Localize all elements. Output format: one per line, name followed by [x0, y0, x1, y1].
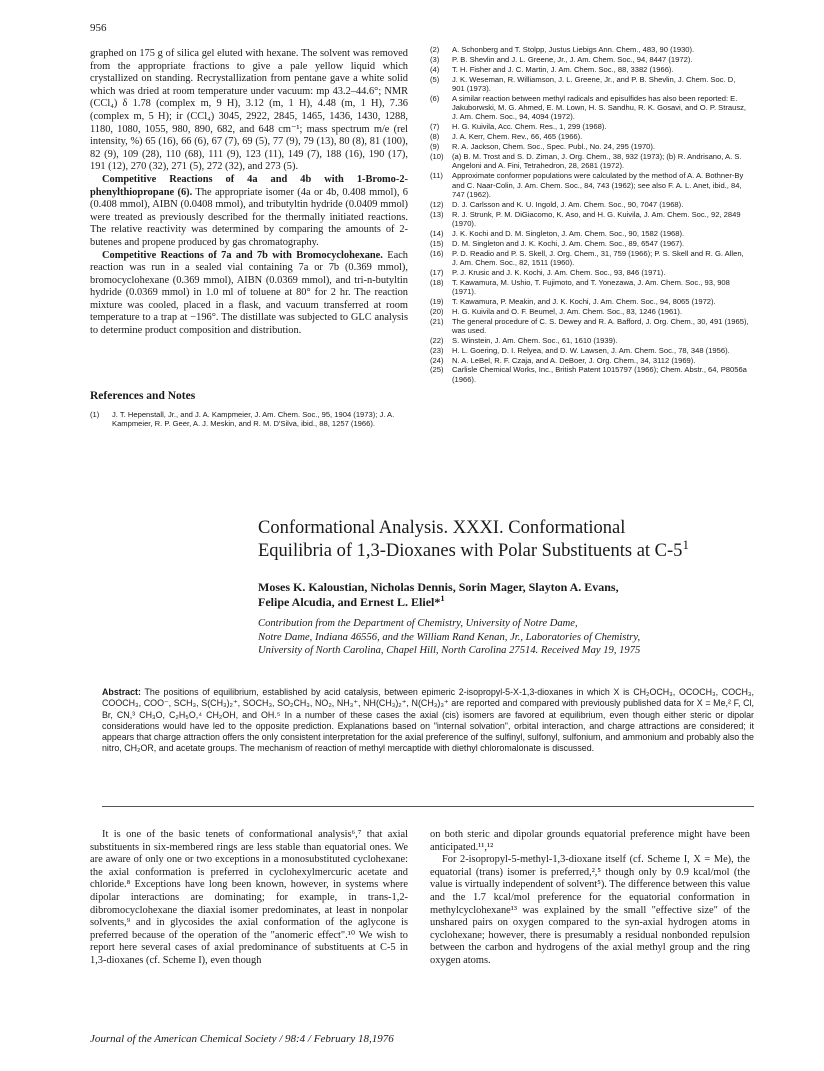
author-list	[258, 580, 738, 610]
reference-item	[430, 239, 750, 248]
reference-text: T. H. Fisher and J. C. Martin, J. Am. Chem. Soc., 88, 3382 (1966).	[452, 64, 674, 74]
reference-item	[430, 152, 750, 171]
reference-text: D. M. Singleton and J. K. Kochi, J. Am. Chem. Soc., 89, 6547 (1967).	[452, 238, 685, 248]
title-line: Conformational Analysis. XXXI. Conformational	[258, 518, 626, 538]
reference-number: (14)	[430, 228, 444, 238]
reference-item	[430, 171, 750, 199]
reference-number: (4)	[430, 64, 440, 74]
references-list-right	[430, 45, 750, 385]
reference-number: (24)	[430, 355, 444, 365]
author-footnote-marker: 1	[440, 594, 445, 603]
reference-item	[430, 356, 750, 365]
paragraph-text: Each reaction was run in a sealed vial containing 7a or 7b (0.369 mmol), bromocyclohexane (0.369 mmol), AIBN (0.0369 mmol), and tri-n-butyltin hydride (0.0369 mmol) in 1.0 ml of toluene at 80° for 2 hr. The reaction mixture was cooled, placed in a flask, and vacuum transferred at room temperature to a trap at −196°. The distillate was subjected to GLC analysis to determine product composition and distribution.	[90, 249, 408, 337]
reference-text: T. Kawamura, M. Ushio, T. Fujimoto, and T. Yonezawa, J. Am. Chem. Soc., 93, 908 (1971).	[452, 277, 730, 296]
reference-text: J. T. Hepenstall, Jr., and J. A. Kampmeier, J. Am. Chem. Soc., 95, 1904 (1973); J. A. Kampmeier, R. P. Geer, A. J. Meskin, and R. M. D'Silva, ibid., 88, 1257 (1966).	[112, 410, 395, 429]
experimental-paragraph	[90, 250, 408, 338]
reference-number: (3)	[430, 54, 440, 64]
body-paragraph: It is one of the basic tenets of conformational analysis⁶,⁷ that axial substituents in six-membered rings are less stable than equatorial ones. We are aware of only one or two exceptions in a monosubstituted cyclohexane: the axial conformation is preferred in cyclohexylmercuric acetate and chloride.⁸ Exceptions have long been known, however, in systems where dipolar interactions are dominating; for example, in trans-1,2-dibromocyclohexane the diaxial isomer predominates, at least in nonpolar solvents,⁹ and in glycosides the axial conformation of the aglycone is preferred because of the operation of the "anomeric effect".¹⁰ We wish to report here several cases of axial predominance of substituents at C-5 in 1,3-dioxanes (cf. Scheme I), even though	[90, 829, 408, 966]
title-footnote-marker: 1	[682, 536, 689, 552]
body-paragraph: For 2-isopropyl-5-methyl-1,3-dioxane itself (cf. Scheme I, X = Me), the equatorial (trans) isomer is preferred,²,⁵ though only by 0.9 kcal/mol (the value is virtually independent of solvent⁵). The difference between this value and the 1.7 kcal/mol preference for the equatorial conformation in methylcyclohexane¹³ was explained by the small "effective size" of the unshared pairs on oxygen compared to the syn-axial hydrogen atoms in cyclohexane; however, there is presumably a residual nonbonded repulsion between the carbon and hydrogens of the axial methyl group and the ring oxygen atoms.	[430, 854, 750, 966]
reference-number: (1)	[90, 410, 100, 419]
reference-number: (20)	[430, 306, 444, 316]
reference-text: N. A. LeBel, R. F. Czaja, and A. DeBoer, J. Org. Chem., 34, 3112 (1969).	[452, 355, 696, 365]
reference-item	[430, 307, 750, 316]
reference-number: (7)	[430, 122, 440, 132]
reference-item	[430, 249, 750, 268]
reference-text: R. A. Jackson, Chem. Soc., Spec. Publ., No. 24, 295 (1970).	[452, 142, 656, 152]
reference-text: R. J. Strunk, P. M. DiGiacomo, K. Aso, and H. G. Kuivila, J. Am. Chem. Soc., 92, 2849 (1970).	[452, 209, 741, 228]
reference-item	[430, 132, 750, 141]
reference-number: (2)	[430, 45, 440, 54]
authors-line: Moses K. Kaloustian, Nicholas Dennis, Sorin Mager, Slayton A. Evans,	[258, 580, 619, 594]
reference-item	[430, 268, 750, 277]
reference-text: A. Schonberg and T. Stolpp, Justus Liebigs Ann. Chem., 483, 90 (1930).	[452, 45, 695, 54]
reference-number: (10)	[430, 152, 444, 162]
reference-text: P. B. Shevlin and J. L. Greene, Jr., J. Am. Chem. Soc., 94, 8447 (1972).	[452, 54, 693, 64]
reference-text: The general procedure of C. S. Dewey and R. A. Bafford, J. Org. Chem., 30, 491 (1965), was used.	[452, 316, 749, 335]
reference-number: (18)	[430, 277, 444, 287]
reference-text: J. K. Weseman, R. Williamson, J. L. Greene, Jr., and P. B. Shevlin, J. Chem. Soc. D, 901 (1973).	[452, 74, 736, 93]
reference-number: (12)	[430, 199, 444, 209]
reference-item	[430, 210, 750, 229]
paragraph-subheading: Competitive Reactions of 4a and 4b with 1-Bromo-2-phenylthiopropane (6).	[90, 173, 408, 198]
reference-number: (19)	[430, 296, 444, 306]
reference-item	[430, 278, 750, 297]
paragraph-text: The appropriate isomer (4a or 4b, 0.408 mmol), 6 (0.408 mmol), AIBN (0.0408 mmol), and tributyltin hydride (0.0409 mmol) were treated as previously described for the thermally initiated reactions. The relative reactivity was determined by comparing the amounts of 2-butenes and propene produced by gas chromatography.	[90, 186, 408, 248]
reference-text: S. Winstein, J. Am. Chem. Soc., 61, 1610 (1939).	[452, 335, 618, 345]
reference-item	[90, 410, 408, 429]
reference-item	[430, 365, 750, 384]
reference-text: Carlisle Chemical Works, Inc., British Patent 1015797 (1966); Chem. Abstr., 64, P8056a (1966).	[452, 365, 747, 384]
affiliation-line: Contribution from the Department of Chemistry, University of Notre Dame,	[258, 618, 578, 629]
reference-number: (25)	[430, 365, 444, 375]
reference-item	[430, 317, 750, 336]
reference-item	[430, 94, 750, 122]
affiliation-line: Notre Dame, Indiana 46556, and the William Rand Kenan, Jr., Laboratories of Chemistry,	[258, 631, 641, 643]
reference-item	[430, 45, 750, 54]
reference-number: (17)	[430, 267, 444, 277]
reference-item	[430, 229, 750, 238]
reference-item	[430, 297, 750, 306]
reference-number: (5)	[430, 74, 440, 84]
reference-number: (9)	[430, 142, 440, 152]
abstract-label: Abstract:	[102, 687, 141, 697]
authors-line: Felipe Alcudia, and Ernest L. Eliel*	[258, 595, 441, 609]
reference-text: A similar reaction between methyl radicals and episulfides has also been reported: E. Jakuborwski, M. G. Ahmed, E. M. Lown, H. S. Sandhu, R. K. Gosavi, and O. P. Strausz, J. Am. Chem. Soc., 94, 4094 (1972).	[452, 93, 747, 122]
reference-number: (8)	[430, 132, 440, 142]
reference-number: (11)	[430, 171, 443, 181]
reference-text: J. K. Kochi and D. M. Singleton, J. Am. Chem. Soc., 90, 1582 (1968).	[452, 228, 685, 238]
abstract-divider	[102, 806, 754, 807]
reference-item	[430, 55, 750, 64]
reference-text: P. J. Krusic and J. K. Kochi, J. Am. Chem. Soc., 93, 846 (1971).	[452, 267, 666, 277]
reference-text: H. G. Kuivila, Acc. Chem. Res., 1, 299 (1968).	[452, 122, 607, 132]
reference-text: J. A. Kerr, Chem. Rev., 66, 465 (1966).	[452, 132, 583, 142]
experimental-paragraph	[90, 174, 408, 250]
reference-text: P. D. Readio and P. S. Skell, J. Org. Chem., 31, 759 (1966); P. S. Skell and R. G. Allen, J. Am. Chem. Soc., 82, 1511 (1960).	[452, 248, 744, 267]
body-column-left	[90, 829, 408, 968]
reference-item	[430, 122, 750, 131]
experimental-section	[90, 48, 408, 338]
reference-text: H. G. Kuivila and O. F. Beumel, J. Am. Chem. Soc., 83, 1246 (1961).	[452, 306, 683, 316]
reference-number: (16)	[430, 248, 444, 258]
reference-number: (22)	[430, 335, 444, 345]
affiliation-line: University of North Carolina, Chapel Hill, North Carolina 27514. Received May 19, 1975	[258, 645, 641, 656]
affiliation	[258, 617, 758, 658]
reference-item	[430, 346, 750, 355]
paragraph-subheading: Competitive Reactions of 7a and 7b with Bromocyclohexane.	[102, 249, 383, 261]
body-paragraph: on both steric and dipolar grounds equatorial preference might have been anticipated.¹¹,¹²	[430, 829, 750, 853]
reference-item	[430, 75, 750, 94]
reference-number: (21)	[430, 316, 444, 326]
title-line: Equilibria of 1,3-Dioxanes with Polar Substituents at C-5	[258, 541, 683, 561]
reference-text: H. L. Goering, D. I. Relyea, and D. W. Lawsen, J. Am. Chem. Soc., 78, 348 (1956).	[452, 345, 730, 355]
reference-text: Approximate conformer populations were calculated by the method of A. A. Bothner-By and C. Naar-Colin, J. Am. Chem. Soc., 84, 743 (1962); see also F. A. L. Anet, ibid., 84, 747 (1962).	[452, 171, 744, 199]
reference-item	[430, 200, 750, 209]
experimental-paragraph: graphed on 175 g of silica gel eluted with hexane. The solvent was removed from the appropriate fractions to give a pale yellow liquid which crystallized on standing. Recrystallization from pentane gave a white solid which was dried at room temperature under vacuum: mp 43.2–44.6°; NMR (CCl₄) δ 1.78 (complex m, 9 H), 3.12 (m, 1 H), 4.48 (m, 1 H), 7.36 (complex m, 5 H); ir (CCl₄) 3045, 2922, 2845, 1465, 1436, 1430, 1288, 1180, 1080, 1055, 980, 890, 682, and 648 cm⁻¹; mass spectrum m/e (rel intensity, %) 65 (16), 66 (6), 67 (7), 69 (5), 77 (9), 79 (13), 80 (8), 81 (100), 82 (9), 109 (28), 110 (68), 111 (9), 123 (11), 149 (7), 188 (16), 190 (17), 191 (12), 270 (32), 271 (5), 272 (32), and 273 (5).	[90, 48, 408, 173]
journal-footer: Journal of the American Chemical Society / 98:4 / February 18,1976	[90, 1033, 394, 1045]
reference-text: T. Kawamura, P. Meakin, and J. K. Kochi, J. Am. Chem. Soc., 94, 8065 (1972).	[452, 296, 716, 306]
reference-number: (15)	[430, 238, 444, 248]
reference-number: (6)	[430, 93, 440, 103]
body-column-right	[430, 829, 750, 968]
reference-text: (a) B. M. Trost and S. D. Ziman, J. Org. Chem., 38, 932 (1973); (b) R. Andrisano, A. S. Angeloni and A. Fini, Tetrahedron, 28, 2681 (1972).	[452, 152, 742, 171]
reference-number: (23)	[430, 345, 444, 355]
page-number: 956	[90, 22, 107, 34]
reference-number: (13)	[430, 209, 444, 219]
references-heading: References and Notes	[90, 390, 196, 402]
references-list-left	[90, 410, 408, 429]
abstract	[102, 687, 754, 755]
reference-item	[430, 142, 750, 151]
article-title	[258, 517, 738, 563]
abstract-text: The positions of equilibrium, established by acid catalysis, between epimeric 2-isopropyl-5-X-1,3-dioxanes in which X is CH₂OCH₃, OCOCH₃, COCH₃, COOCH₃, COO⁻, SCH₃, S(CH₃)₂⁺, SOCH₃, SO₂CH₃, NO₂, NH₃⁺, NH(CH₃)₂⁺, N(CH₃)₃⁺ are reported and compared with previously published data for X = Me,² F, Cl, Br, CN,³ CH₃O, C₂H₅O,⁴ CH₂OH, and OH.⁵ In a number of these cases the axial (cis) isomers are favored at equilibrium, even though either steric or dipolar considerations would have led to the opposite prediction. Explanations based on "internal solvation", orbital interaction, and charge attractions are considered; it appears that charge attraction offers the only consistent interpretation for the axial preference of the sulfinyl, sulfonyl, sulfonium, and ammonium and probably also the nitro, CH₂OR, and acetate groups. The mechanism of reaction of methyl mercaptide with diethyl chloromalonate is discussed.	[102, 687, 754, 754]
reference-item	[430, 336, 750, 345]
reference-item	[430, 65, 750, 74]
reference-text: D. J. Carlsson and K. U. Ingold, J. Am. Chem. Soc., 90, 7047 (1968).	[452, 199, 684, 209]
